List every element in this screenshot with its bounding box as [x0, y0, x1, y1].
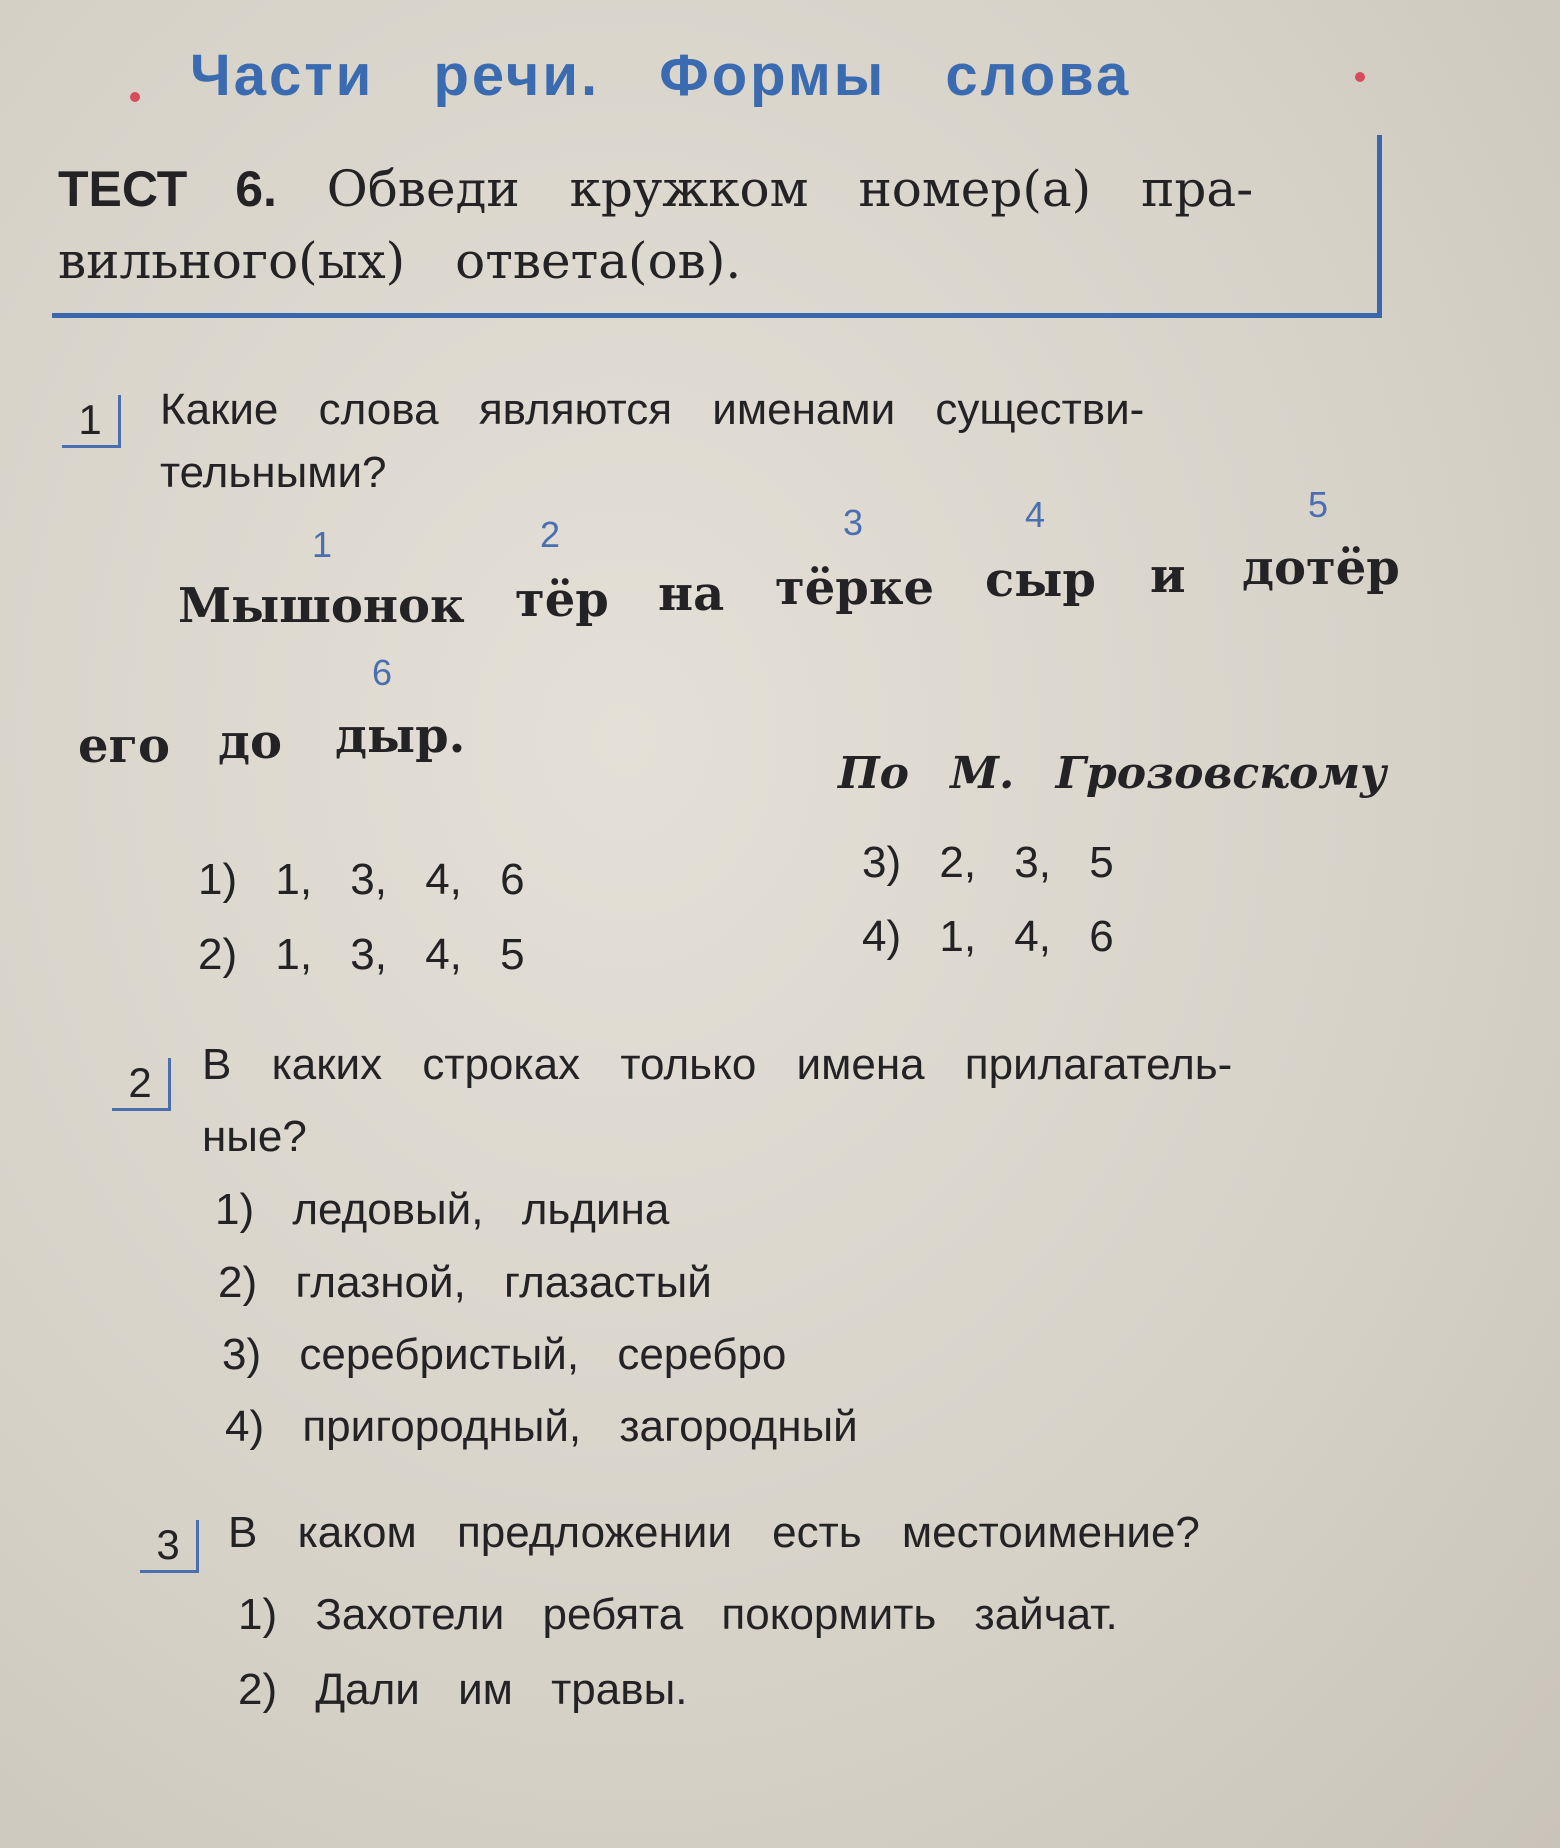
question-1-option-2[interactable]: 2) 1, 3, 4, 5	[198, 930, 525, 979]
question-3-number: 3	[140, 1520, 199, 1573]
word-number: 3	[843, 502, 864, 543]
question-3-option-2[interactable]: 2) Дали им травы.	[238, 1665, 688, 1714]
question-3-text: В каком предложении есть местоимение?	[228, 1508, 1200, 1557]
question-2-option-3[interactable]: 3) серебристый, серебро	[222, 1330, 787, 1379]
question-1-number: 1	[62, 395, 121, 448]
question-2-text-line-2: ные?	[202, 1112, 307, 1161]
header-dot-right	[1355, 72, 1365, 82]
question-1-option-1[interactable]: 1) 1, 3, 4, 6	[198, 855, 525, 904]
header-dot-left	[130, 92, 140, 102]
sentence-word: тёр	[515, 572, 609, 628]
word-number: 1	[312, 524, 333, 565]
question-1-option-3[interactable]: 3) 2, 3, 5	[862, 838, 1114, 887]
quote-author: По М. Грозовскому	[838, 748, 1387, 799]
sentence-word: Мышонок	[178, 578, 465, 634]
test-label: ТЕСТ 6.	[58, 161, 277, 217]
question-2-option-2[interactable]: 2) глазной, глазастый	[218, 1258, 712, 1307]
sentence-word: дотёр	[1242, 540, 1400, 596]
question-2-option-4[interactable]: 4) пригородный, загородный	[225, 1402, 858, 1451]
question-2-text-line-1: В каких строках только имена прилагатель-	[202, 1040, 1233, 1089]
question-2-number: 2	[112, 1058, 171, 1111]
test-instruction-line-1	[58, 160, 1253, 218]
sentence-word: на	[658, 566, 725, 622]
question-2-option-1[interactable]: 1) ледовый, льдина	[215, 1185, 670, 1234]
sentence-word: тёрке	[775, 560, 935, 616]
sentence-word: до	[218, 714, 283, 770]
test-instruction-line-2: вильного(ых) ответа(ов).	[58, 232, 742, 290]
test-instruction-text-1: Обведи кружком номер(а) пра-	[326, 160, 1254, 218]
word-number: 5	[1308, 484, 1329, 525]
question-3-option-1[interactable]: 1) Захотели ребята покормить зайчат.	[238, 1590, 1118, 1639]
question-1-text-line-1: Какие слова являются именами существи-	[160, 385, 1145, 434]
page-header: Части речи. Формы слова	[190, 43, 1132, 108]
sentence-word: сыр	[985, 552, 1096, 608]
word-number: 2	[540, 514, 561, 555]
word-number: 6	[372, 652, 393, 693]
question-1-option-4[interactable]: 4) 1, 4, 6	[862, 912, 1114, 961]
sentence-word: дыр.	[335, 708, 466, 764]
question-1-text-line-2: тельными?	[160, 448, 387, 497]
sentence-word: его	[78, 718, 170, 774]
word-number: 4	[1025, 494, 1046, 535]
sentence-word: и	[1150, 548, 1186, 604]
